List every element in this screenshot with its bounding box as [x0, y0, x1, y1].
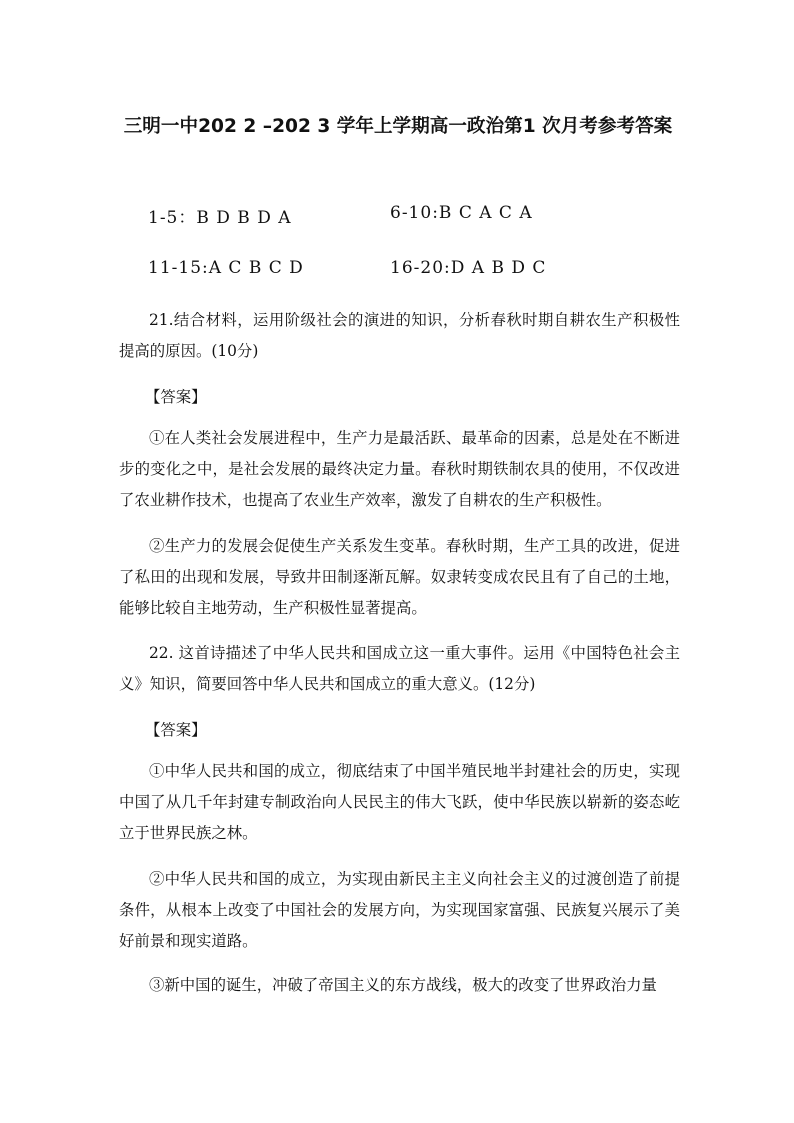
q21-answer-point-1: ①在人类社会发展进程中，生产力是最活跃、最革命的因素，总是处在不断进步的变化之中，是社会发展的最终决定力量。春秋时期铁制农具的使用，不仅改进了农业耕作技术，也提高了农业生产效率，激发了自耕农的生产积极性。 — [119, 429, 680, 509]
answer-range-1-5: 1-5：B D B D A — [148, 208, 292, 228]
q22-answer-point-2: ②中华人民共和国的成立，为实现由新民主主义向社会主义的过渡创造了前提条件，从根本上改变了中国社会的发展方向，为实现国家富强、民族复兴展示了美好前景和现实道路。 — [119, 870, 680, 950]
question-21: 21.结合材料，运用阶级社会的演进的知识，分析春秋时期自耕农生产积极性提高的原因。(10分) — [119, 311, 680, 360]
answer-range-11-15: 11-15:A C B C D — [148, 258, 304, 278]
q21-answer-point-2: ②生产力的发展会促使生产关系发生变革。春秋时期，生产工具的改进，促进了私田的出现和发展，导致井田制逐渐瓦解。奴隶转变成农民且有了自己的土地，能够比较自主地劳动，生产积极性显著提高。 — [119, 537, 680, 617]
page-title: 三明一中202 2 –202 3 学年上学期高一政治第1 次月考参考答案 — [123, 116, 673, 137]
answer-tag-21: 【答案】 — [145, 388, 207, 406]
answer-range-6-10: 6-10:B C A C A — [390, 203, 533, 223]
q22-answer-point-1: ①中华人民共和国的成立，彻底结束了中国半殖民地半封建社会的历史，实现中国了从几千年封建专制政治向人民民主的伟大飞跃，使中华民族以崭新的姿态屹立于世界民族之林。 — [119, 762, 680, 842]
answer-range-16-20: 16-20:D A B D C — [390, 258, 547, 278]
q22-answer-point-3: ③新中国的诞生，冲破了帝国主义的东方战线，极大的改变了世界政治力量 — [149, 976, 657, 994]
question-22: 22. 这首诗描述了中华人民共和国成立这一重大事件。运用《中国特色社会主义》知识，简要回答中华人民共和国成立的重大意义。(12分) — [119, 644, 680, 693]
answer-tag-22: 【答案】 — [145, 721, 207, 739]
